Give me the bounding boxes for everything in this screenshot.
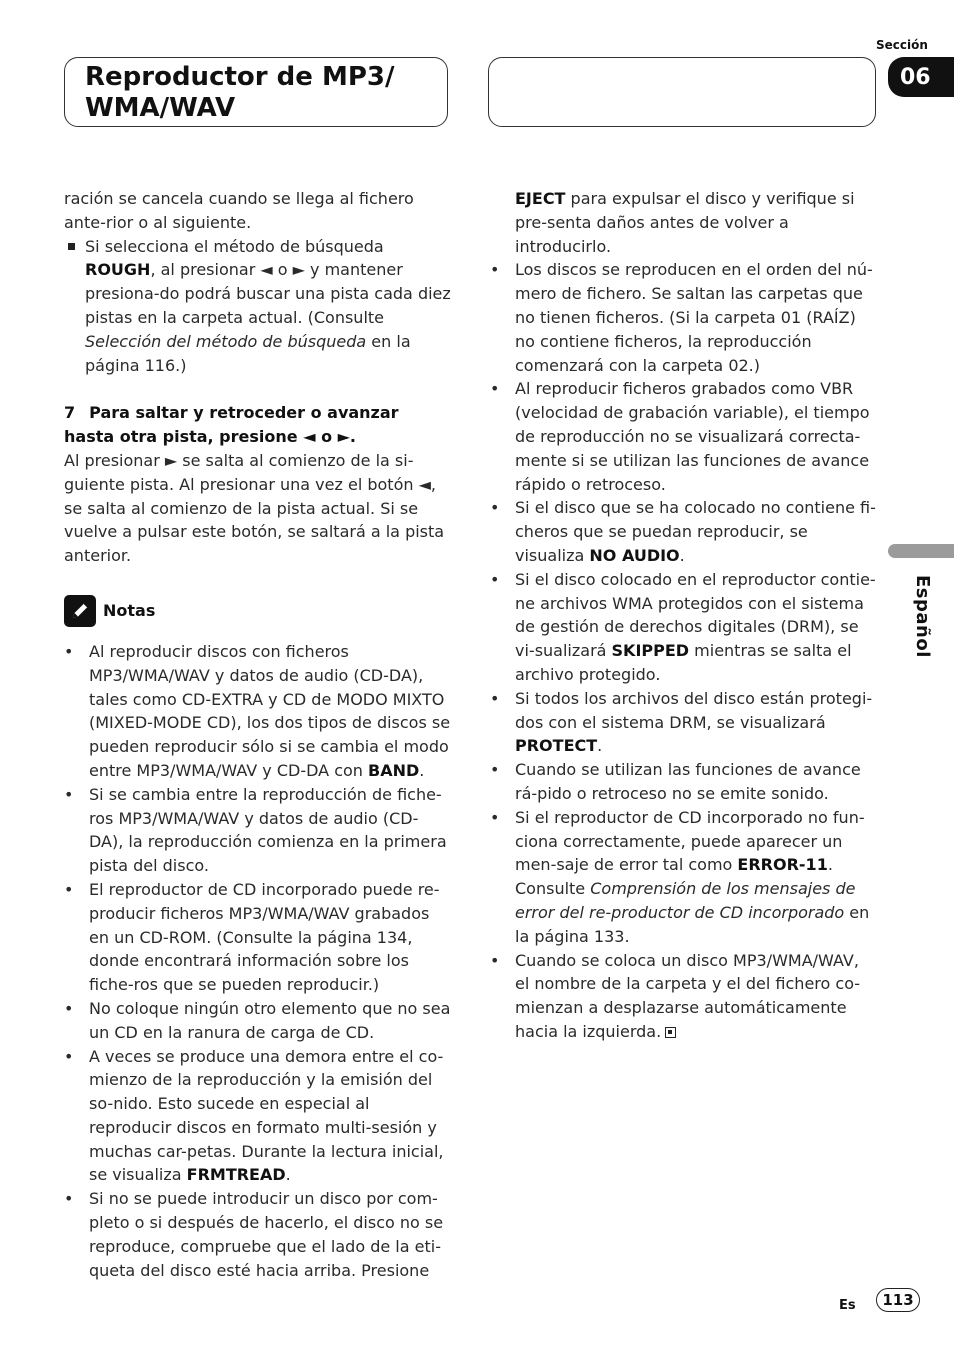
language-tab-bar bbox=[888, 544, 954, 558]
list-item: • Si el disco colocado en el reproductor contie-ne archivos WMA protegidos con el sistema de gestión de derechos digitales (DRM), se vi-sualizará SKIPPED mientras se salta el archivo protegido. bbox=[490, 568, 878, 687]
pencil-icon bbox=[64, 595, 96, 627]
list-item: • Si se cambia entre la reproducción de fiche-ros MP3/WMA/WAV y datos de audio (CD-DA), la reproducción comienza en la primera pista del disco. bbox=[64, 783, 452, 878]
notes-list bbox=[64, 640, 452, 1283]
list-item: • Los discos se reproducen en el orden del nú-mero de fichero. Se saltan las carpetas que no tienen ficheros. (Si la carpeta 01 (RAÍZ) no contiene ficheros, la reproducción comenzará con la carpeta 02.) bbox=[490, 258, 878, 377]
continued-note: EJECT para expulsar el disco y verifique si pre-senta daños antes de volver a introducirlo. bbox=[515, 189, 855, 256]
list-item: • Cuando se utilizan las funciones de avance rá-pido o retroceso no se emite sonido. bbox=[490, 758, 878, 806]
section-label: Sección bbox=[876, 38, 928, 52]
page-number: 113 bbox=[876, 1288, 920, 1312]
list-item: • El reproductor de CD incorporado puede re-producir ficheros MP3/WMA/WAV grabados en un CD-ROM. (Consulte la página 134, donde encontrará información sobre los fiche-ros que se pueden reproducir.) bbox=[64, 878, 452, 997]
header-right-box bbox=[488, 57, 876, 127]
end-of-section-icon bbox=[665, 1027, 676, 1038]
list-item: • Si el disco que se ha colocado no contiene fi-cheros que se puedan reproducir, se visualiza NO AUDIO. bbox=[490, 496, 878, 567]
list-item: • Al reproducir discos con ficheros MP3/WMA/WAV y datos de audio (CD-DA), tales como CD-EXTRA y CD de MODO MIXTO (MIXED-MODE CD), los dos tipos de discos se pueden reproducir sólo si se cambia el modo entre MP3/WMA/WAV y CD-DA con BAND. bbox=[64, 640, 452, 783]
square-bullet-icon bbox=[68, 243, 75, 250]
continued-paragraph: ración se cancela cuando se llega al fichero ante-rior o al siguiente. bbox=[64, 189, 414, 232]
rough-note bbox=[64, 235, 452, 378]
page-title: Reproductor de MP3/ WMA/WAV bbox=[85, 62, 395, 123]
list-item: • Al reproducir ficheros grabados como VBR (velocidad de grabación variable), el tiempo de reproducción no se visualizará correcta-mente si se utilizan las funciones de avance rápido o retroceso. bbox=[490, 377, 878, 496]
rough-note-text: Si selecciona el método de búsqueda ROUGH, al presionar ◄ o ► y mantener presiona-do podrá buscar una pista cada diez pistas en la carpeta actual. (Consulte Selección del método de búsqueda en la página 116.) bbox=[85, 236, 451, 375]
language-label: Español bbox=[912, 575, 933, 658]
notes-title: Notas bbox=[103, 601, 156, 621]
notes-header bbox=[64, 595, 452, 627]
list-item: • Cuando se coloca un disco MP3/WMA/WAV, el nombre de la carpeta y el del fichero co-mienzan a desplazarse automáticamente hacia la izquierda. bbox=[490, 949, 878, 1044]
left-column bbox=[64, 187, 452, 1282]
list-item: • Si no se puede introducir un disco por com-pleto o si después de hacerlo, el disco no se reproduce, compruebe que el lado de la eti-queta del disco esté hacia arriba. Presione bbox=[64, 1187, 452, 1282]
step-7-heading: 7 Para saltar y retroceder o avanzar hasta otra pista, presione ◄ o ►. bbox=[64, 403, 399, 447]
notes-list-continued bbox=[490, 258, 878, 1043]
list-item: • Si el reproductor de CD incorporado no fun-ciona correctamente, puede aparecer un men-saje de error tal como ERROR-11. Consulte Comprensión de los mensajes de error del re-productor de CD incorporado en la página 133. bbox=[490, 806, 878, 949]
list-item: • A veces se produce una demora entre el co-mienzo de la reproducción y la emisión del so-nido. Esto sucede en especial al reproducir discos en formato multi-sesión y muchas car-petas. Durante la lectura inicial, se visualiza FRMTREAD. bbox=[64, 1045, 452, 1188]
list-item: • Si todos los archivos del disco están protegi-dos con el sistema DRM, se visualizará PROTECT. bbox=[490, 687, 878, 758]
list-item: • No coloque ningún otro elemento que no sea un CD en la ranura de carga de CD. bbox=[64, 997, 452, 1045]
section-number-badge: 06 bbox=[888, 57, 954, 97]
footer-language: Es bbox=[839, 1298, 856, 1313]
right-column bbox=[490, 187, 878, 1044]
title-box bbox=[64, 57, 448, 127]
step-7-body: Al presionar ► se salta al comienzo de la si-guiente pista. Al presionar una vez el botón ◄, se salta al comienzo de la pista actual. Si se vuelve a pulsar este botón, se saltará a la pista anterior. bbox=[64, 450, 445, 566]
